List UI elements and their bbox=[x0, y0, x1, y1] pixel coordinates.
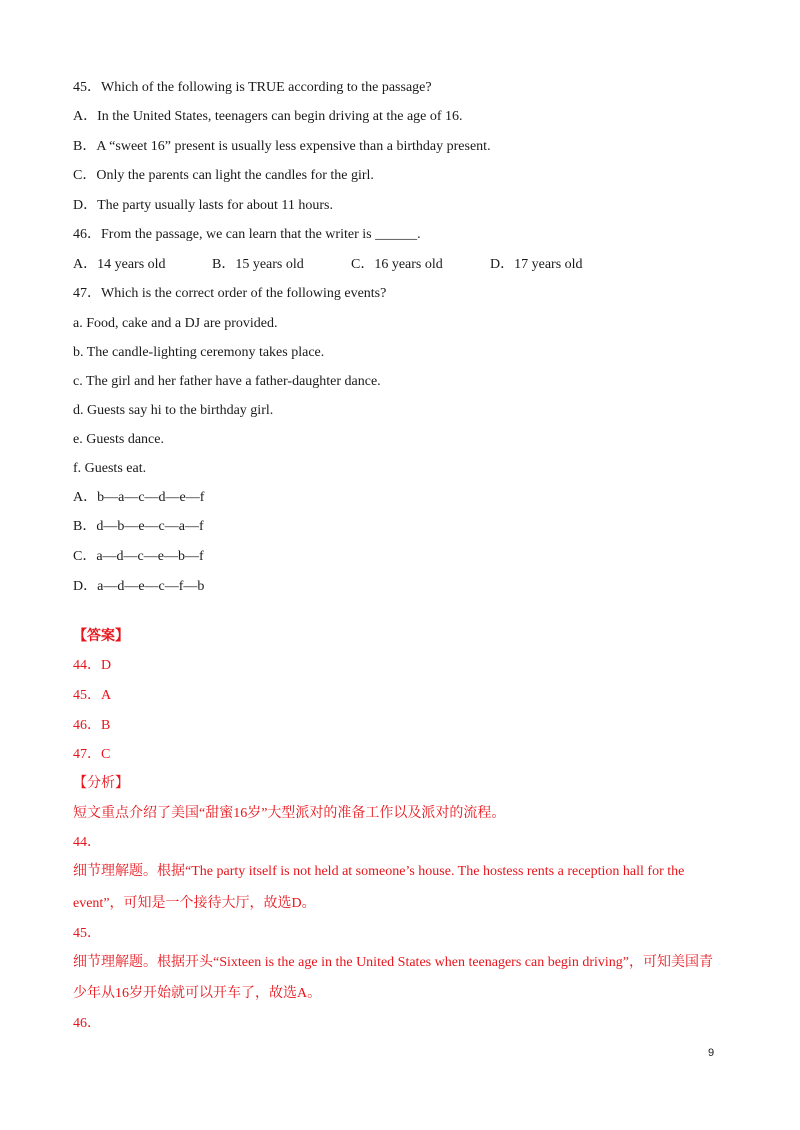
q46-option-c: C．16 years old bbox=[351, 257, 443, 272]
q46-stem: 46．From the passage, we can learn that the writer is ______. bbox=[73, 227, 421, 242]
q47-option-c: C．a—d—c—e—b—f bbox=[73, 549, 204, 564]
q45-option-a: A．In the United States, teenagers can begin driving at the age of 16. bbox=[73, 109, 463, 124]
analysis-44-number: 44． bbox=[73, 835, 101, 850]
q47-option-d: D．a—d—e—c—f—b bbox=[73, 579, 205, 594]
q47-event-d: d. Guests say hi to the birthday girl. bbox=[73, 403, 274, 418]
answer-45: 45．A bbox=[73, 688, 112, 703]
analysis-45-number: 45． bbox=[73, 926, 101, 941]
q47-event-c: c. The girl and her father have a father-daughter dance. bbox=[73, 374, 381, 389]
q47-option-b: B．d—b—e—c—a—f bbox=[73, 519, 204, 534]
q46-option-d: D．17 years old bbox=[490, 257, 583, 272]
analysis-summary: 短文重点介绍了美国“甜蜜16岁”大型派对的准备工作以及派对的流程。 bbox=[73, 806, 506, 821]
q45-stem: 45．Which of the following is TRUE according to the passage? bbox=[73, 80, 432, 95]
q46-options bbox=[73, 256, 583, 274]
analysis-44-line2: event”，可知是一个接待大厅，故选D。 bbox=[73, 896, 316, 911]
analysis-heading: 【分析】 bbox=[73, 776, 129, 791]
analysis-44-line1: 细节理解题。根据“The party itself is not held at someone’s house. The hostess rents a reception hall for the bbox=[73, 864, 685, 879]
analysis-45-line2: 少年从16岁开始就可以开车了，故选A。 bbox=[73, 986, 322, 1001]
analysis-46-number: 46． bbox=[73, 1016, 101, 1031]
answer-46: 46．B bbox=[73, 718, 111, 733]
q46-option-a: A．14 years old bbox=[73, 257, 166, 272]
q46-option-b: B．15 years old bbox=[212, 257, 304, 272]
answer-47: 47．C bbox=[73, 747, 111, 762]
q47-event-a: a. Food, cake and a DJ are provided. bbox=[73, 316, 278, 331]
q47-event-e: e. Guests dance. bbox=[73, 432, 164, 447]
q45-option-b: B．A “sweet 16” present is usually less expensive than a birthday present. bbox=[73, 139, 491, 154]
analysis-45-line1: 细节理解题。根据开头“Sixteen is the age in the United States when teenagers can begin driving”，可知美国青 bbox=[73, 955, 713, 970]
q45-option-c: C．Only the parents can light the candles for the girl. bbox=[73, 168, 374, 183]
q45-option-d: D．The party usually lasts for about 11 hours. bbox=[73, 198, 333, 213]
q47-event-b: b. The candle-lighting ceremony takes place. bbox=[73, 345, 325, 360]
q47-option-a: A．b—a—c—d—e—f bbox=[73, 490, 205, 505]
answer-44: 44．D bbox=[73, 658, 112, 673]
q47-stem: 47．Which is the correct order of the following events? bbox=[73, 286, 387, 301]
answer-heading: 【答案】 bbox=[73, 629, 129, 644]
page-number: 9 bbox=[708, 1047, 715, 1059]
q47-event-f: f. Guests eat. bbox=[73, 461, 147, 476]
